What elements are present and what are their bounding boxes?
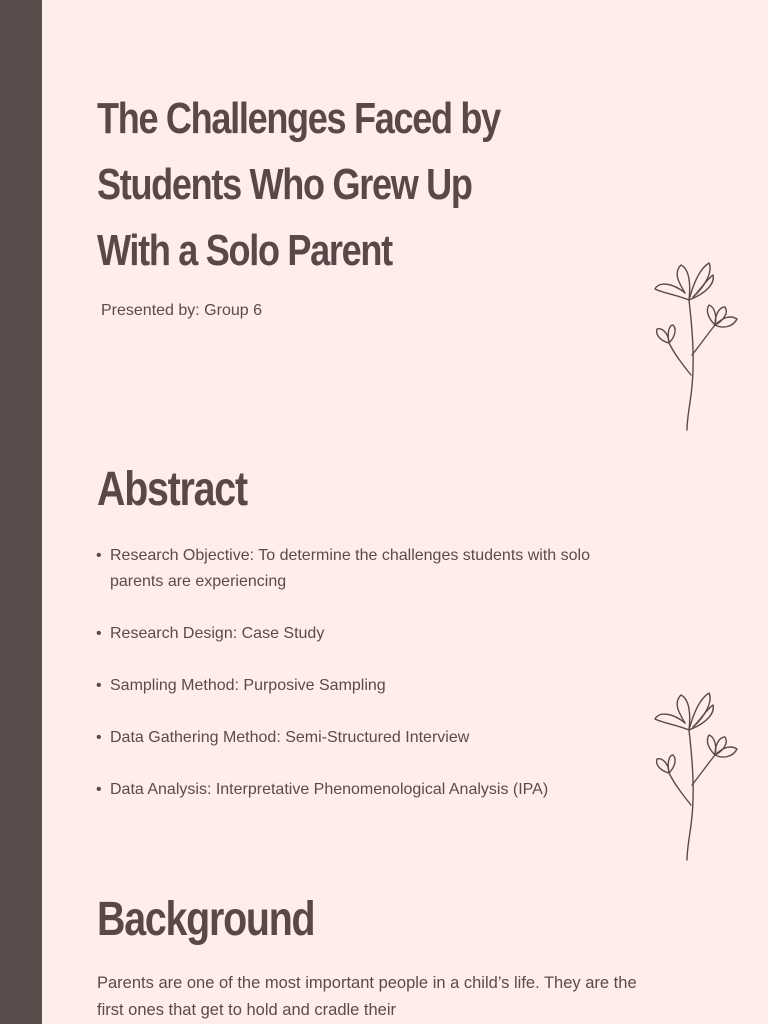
abstract-heading: Abstract — [97, 463, 247, 516]
flower-icon — [645, 685, 745, 865]
page-title — [97, 86, 622, 284]
title-line: The Challenges Faced by — [97, 94, 500, 143]
background-heading: Background — [97, 893, 315, 946]
list-item: • Research Objective: To determine the challenges students with solo parents are experiencing — [96, 543, 636, 595]
list-item: • Data Analysis: Interpretative Phenomenological Analysis (IPA) — [96, 777, 636, 803]
list-item: • Sampling Method: Purposive Sampling — [96, 673, 636, 699]
background-paragraph: Parents are one of the most important people in a child’s life. They are the first ones that get to hold and cradle their — [97, 974, 637, 1019]
list-item: • Research Design: Case Study — [96, 621, 636, 647]
list-item: • Data Gathering Method: Semi-Structured Interview — [96, 725, 636, 751]
presenter-credit: Presented by: Group 6 — [101, 302, 262, 319]
title-line: With a Solo Parent — [97, 226, 392, 275]
side-bar — [0, 0, 42, 1024]
flower-icon — [645, 255, 745, 435]
abstract-list — [96, 543, 636, 829]
title-line: Students Who Grew Up — [97, 160, 472, 209]
